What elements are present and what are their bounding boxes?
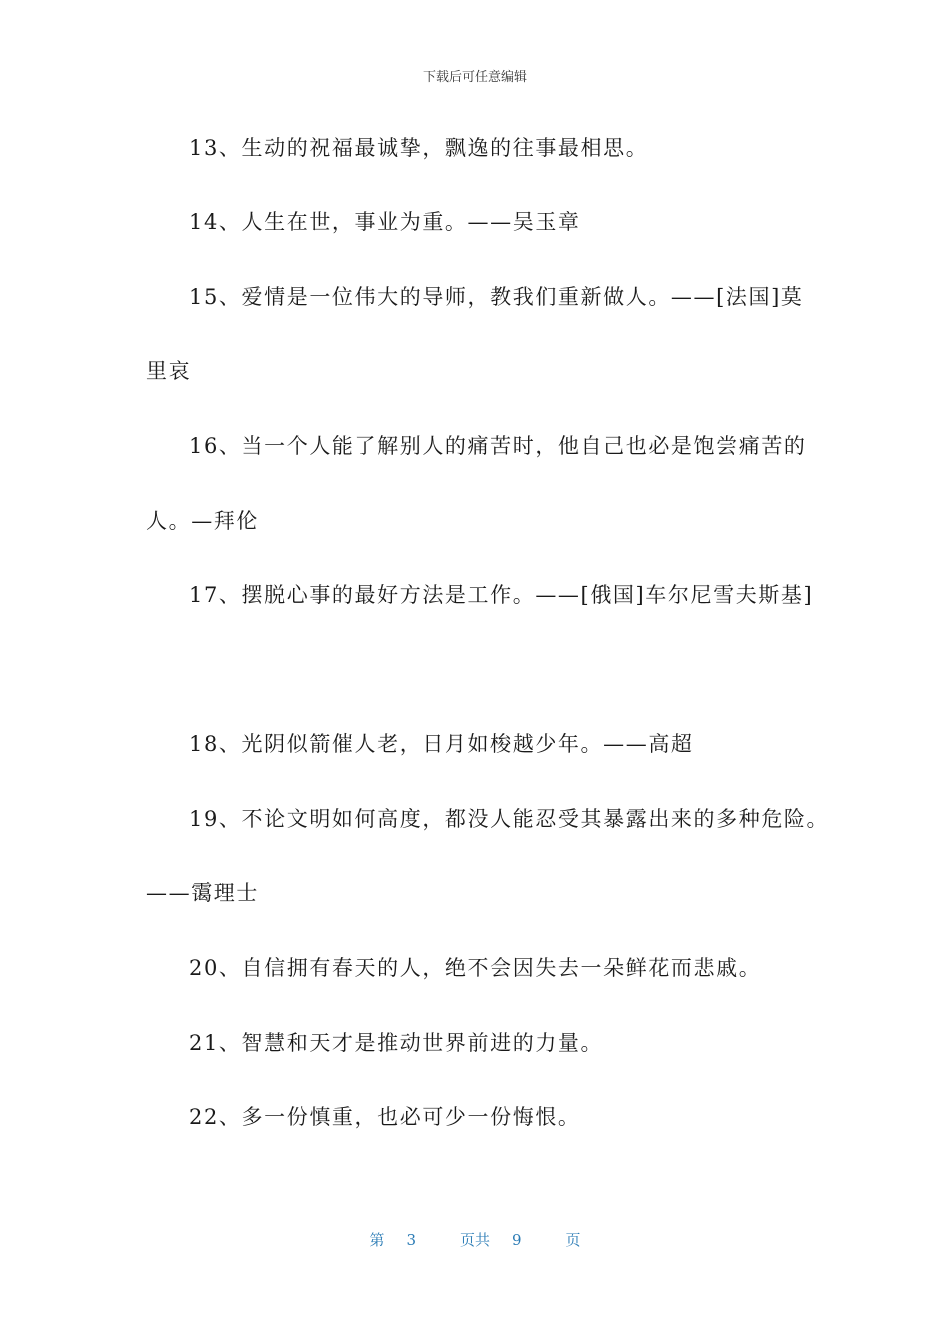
page-header: 下载后可任意编辑 (422, 70, 527, 85)
quote-line-13: 13、生动的祝福最诚挚，飘逸的往事最相思。 (189, 136, 649, 160)
quote-line-18: 18、光阴似箭催人老，日月如梭越少年。——高超 (189, 732, 694, 756)
page-label-prefix: 第 (369, 1231, 385, 1249)
quote-line-20: 20、自信拥有春天的人，绝不会因失去一朵鲜花而悲戚。 (189, 956, 762, 980)
quote-line-15-continued: 里哀 (146, 359, 192, 383)
quote-line-16-continued: 人。—拜伦 (146, 509, 259, 533)
quote-line-19-continued: ——霭理士 (146, 881, 259, 905)
quote-line-16: 16、当一个人能了解别人的痛苦时，他自己也必是饱尝痛苦的 (189, 434, 807, 458)
current-page-number: 3 (406, 1231, 416, 1249)
quote-line-17: 17、摆脱心事的最好方法是工作。——[俄国]车尔尼雪夫斯基] (189, 583, 814, 607)
page-label-suffix: 页 (565, 1231, 581, 1249)
quote-line-22: 22、多一份慎重，也必可少一份悔恨。 (189, 1105, 581, 1129)
page-label-middle: 页共 (459, 1231, 490, 1249)
quote-line-19: 19、不论文明如何高度，都没人能忍受其暴露出来的多种危险。 (189, 807, 830, 831)
quote-line-14: 14、人生在世，事业为重。——吴玉章 (189, 210, 581, 234)
page-footer (0, 1229, 950, 1250)
quote-line-15: 15、爱情是一位伟大的导师，教我们重新做人。——[法国]莫 (189, 285, 804, 309)
total-pages-number: 9 (512, 1231, 522, 1249)
quote-line-21: 21、智慧和天才是推动世界前进的力量。 (189, 1031, 604, 1055)
